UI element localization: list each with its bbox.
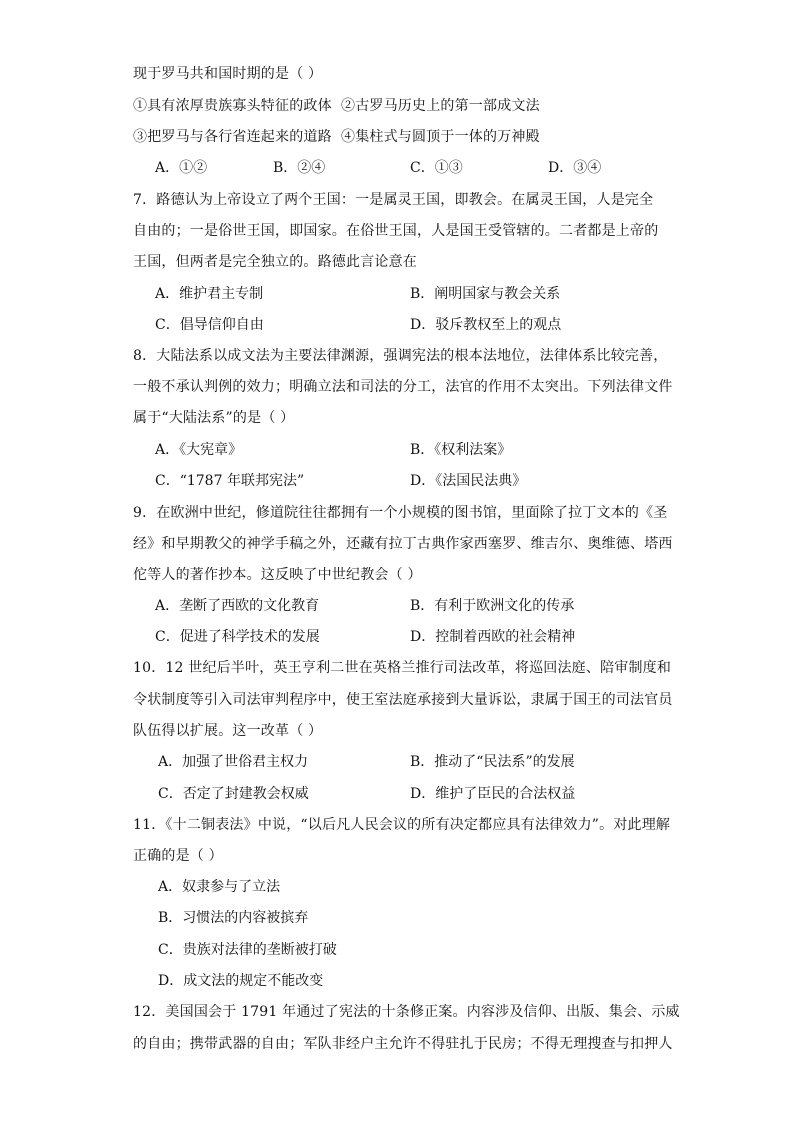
q6-option-a: A．①② bbox=[155, 160, 208, 176]
q8-line-1: 8．大陆法系以成文法为主要法律渊源，强调宪法的根本法地位，法律体系比较完善， bbox=[133, 348, 668, 364]
q10-option-b: B．推动了“民法系”的发展 bbox=[410, 754, 575, 770]
q8-option-a: A．《大宪章》 bbox=[155, 442, 243, 458]
q10-option-a: A．加强了世俗君主权力 bbox=[158, 754, 309, 770]
q10-line-1: 10．12 世纪后半叶，英王亨利二世在英格兰推行司法改革，将巡回法庭、陪审制度和 bbox=[133, 660, 672, 676]
q6-item-1: ①具有浓厚贵族寡头特征的政体 bbox=[133, 98, 332, 114]
q9-line-3: 佗等人的著作抄本。这反映了中世纪教会（ ） bbox=[133, 567, 422, 583]
q8-option-d: D．《法国民法典》 bbox=[410, 473, 527, 489]
q10-option-d: D．维护了臣民的合法权益 bbox=[410, 786, 576, 802]
q8-line-3: 属于“大陆法系”的是（ ） bbox=[133, 410, 295, 426]
q6-item-4: ④集柱式与圆顶于一体的万神殿 bbox=[341, 129, 540, 145]
q12-line-2: 的自由；携带武器的自由；军队非经户主允许不得驻扎于民房；不得无理搜查与扣押人 bbox=[133, 1036, 673, 1052]
q11-option-b: B．习惯法的内容被摈弃 bbox=[158, 910, 309, 926]
q8-option-c: C．“1787 年联邦宪法” bbox=[155, 473, 305, 489]
q7-line-3: 王国，但两者是完全独立的。路德此言论意在 bbox=[133, 254, 417, 270]
q10-line-2: 令状制度等引入司法审判程序中，使王室法庭承接到大量诉讼，隶属于国王的司法官员 bbox=[133, 692, 673, 708]
q11-line-2: 正确的是（ ） bbox=[133, 848, 223, 864]
q7-option-b: B．阐明国家与教会关系 bbox=[410, 286, 561, 302]
q7-option-a: A．维护君主专制 bbox=[155, 286, 264, 302]
q9-option-d: D．控制着西欧的社会精神 bbox=[410, 629, 576, 645]
q6-option-b: B．②④ bbox=[273, 160, 326, 176]
q6-option-c: C．①③ bbox=[410, 160, 463, 176]
q10-option-c: C．否定了封建教会权威 bbox=[158, 786, 309, 802]
q7-line-1: 7．路德认为上帝设立了两个王国：一是属灵王国，即教会。在属灵王国，人是完全 bbox=[133, 192, 654, 208]
q9-line-1: 9．在欧洲中世纪，修道院往往都拥有一个小规模的图书馆，里面除了拉丁文本的《圣 bbox=[133, 505, 668, 521]
q6-item-3: ③把罗马与各行省连起来的道路 bbox=[133, 129, 332, 145]
q7-option-d: D．驳斥教权至上的观点 bbox=[410, 317, 562, 333]
q11-option-c: C．贵族对法律的垄断被打破 bbox=[158, 942, 337, 958]
q6-option-d: D．③④ bbox=[548, 160, 602, 176]
q6-stem-end: 现于罗马共和国时期的是（ ） bbox=[133, 66, 323, 82]
q6-item-2: ②古罗马历史上的第一部成文法 bbox=[341, 98, 540, 114]
q9-option-c: C．促进了科学技术的发展 bbox=[155, 629, 320, 645]
q11-line-1: 11．《十二铜表法》中说，“以后凡人民会议的所有决定都应具有法律效力”。对此理解 bbox=[133, 817, 671, 833]
q9-option-a: A．垄断了西欧的文化教育 bbox=[155, 598, 320, 614]
q12-line-1: 12．美国国会于 1791 年通过了宪法的十条修正案。内容涉及信仰、出版、集会、示威 bbox=[133, 1004, 680, 1020]
q10-line-3: 队伍得以扩展。这一改革（ ） bbox=[133, 723, 323, 739]
q11-option-a: A．奴隶参与了立法 bbox=[158, 879, 281, 895]
q7-option-c: C．倡导信仰自由 bbox=[155, 317, 264, 333]
q8-option-b: B．《权利法案》 bbox=[410, 442, 512, 458]
q9-line-2: 经》和早期教父的神学手稿之外，还藏有拉丁古典作家西塞罗、维吉尔、奥维德、塔西 bbox=[133, 536, 673, 552]
q7-line-2: 自由的；一是俗世王国，即国家。在俗世王国，人是国王受管辖的。二者都是上帝的 bbox=[133, 223, 659, 239]
q8-line-2: 一般不承认判例的效力；明确立法和司法的分工，法官的作用不太突出。下列法律文件 bbox=[133, 379, 673, 395]
q11-option-d: D．成文法的规定不能改变 bbox=[158, 973, 324, 989]
q9-option-b: B．有利于欧洲文化的传承 bbox=[410, 598, 575, 614]
